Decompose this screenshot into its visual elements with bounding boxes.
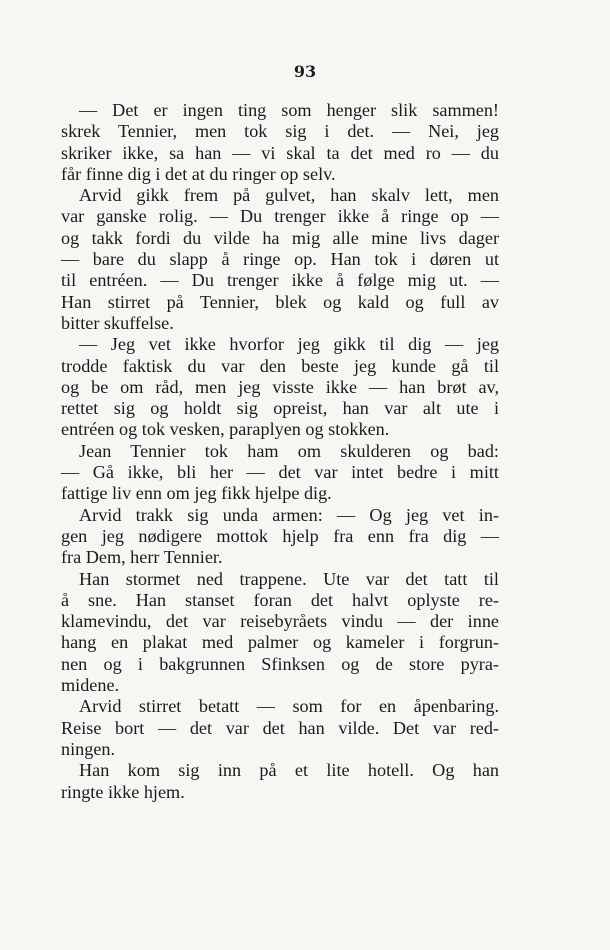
text-line: og takk fordi du vilde ha mig alle mine livs dager bbox=[61, 227, 499, 248]
text-line: Arvid gikk frem på gulvet, han skalv lett, men bbox=[79, 185, 499, 206]
text-line: Han stirret på Tennier, blek og kald og full av bbox=[61, 291, 499, 312]
text-line: bitter skuffelse. bbox=[61, 312, 174, 333]
text-line: Han kom sig inn på et lite hotell. Og han bbox=[79, 760, 499, 781]
text-line: Jean Tennier tok ham om skulderen og bad: bbox=[79, 440, 499, 461]
text-line: gen jeg nødigere mottok hjelp fra enn fra dig — bbox=[61, 525, 499, 546]
text-line: fattige liv enn om jeg fikk hjelpe dig. bbox=[61, 483, 332, 504]
text-line: midene. bbox=[61, 675, 120, 696]
text-line: var ganske rolig. — Du trenger ikke å ringe op — bbox=[61, 206, 499, 227]
text-line: trodde faktisk du var den beste jeg kunde gå til bbox=[61, 355, 499, 376]
text-line: å sne. Han stanset foran det halvt oplyste re- bbox=[61, 589, 499, 610]
text-line: skriker ikke, sa han — vi skal ta det med ro — du bbox=[61, 142, 499, 163]
text-line: Han stormet ned trappene. Ute var det tatt til bbox=[79, 568, 499, 589]
text-line: ningen. bbox=[61, 738, 116, 759]
text-line: — bare du slapp å ringe op. Han tok i døren ut bbox=[61, 249, 499, 270]
text-line: Arvid stirret betatt — som for en åpenbaring. bbox=[79, 696, 499, 717]
text-line: til entréen. — Du trenger ikke å følge mig ut. — bbox=[61, 270, 499, 291]
text-line: entréen og tok vesken, paraplyen og stokken. bbox=[61, 419, 390, 440]
text-line: skrek Tennier, men tok sig i det. — Nei, jeg bbox=[61, 121, 499, 142]
text-line: — Det er ingen ting som henger slik sammen! bbox=[79, 100, 499, 120]
page-number: 93 bbox=[293, 62, 317, 81]
text-line: Reise bort — det var det han vilde. Det var red- bbox=[61, 717, 499, 738]
text-line: — Jeg vet ikke hvorfor jeg gikk til dig — jeg bbox=[79, 334, 499, 355]
text-line: nen og i bakgrunnen Sfinksen og de store pyra- bbox=[61, 653, 499, 674]
text-line: og be om råd, men jeg visste ikke — han brøt av, bbox=[61, 376, 499, 397]
body-text bbox=[61, 100, 499, 803]
text-line: ringte ikke hjem. bbox=[61, 781, 185, 802]
text-line: klamevindu, det var reisebyråets vindu — der inne bbox=[61, 611, 499, 632]
text-line: rettet sig og holdt sig opreist, han var alt ute i bbox=[61, 398, 499, 419]
text-line: — Gå ikke, bli her — det var intet bedre i mitt bbox=[61, 462, 499, 483]
text-line: Arvid trakk sig unda armen: — Og jeg vet in- bbox=[79, 504, 499, 525]
text-line: får finne dig i det at du ringer op selv. bbox=[61, 163, 336, 184]
text-line: hang en plakat med palmer og kameler i forgrun- bbox=[61, 632, 499, 653]
text-line: fra Dem, herr Tennier. bbox=[61, 547, 223, 568]
